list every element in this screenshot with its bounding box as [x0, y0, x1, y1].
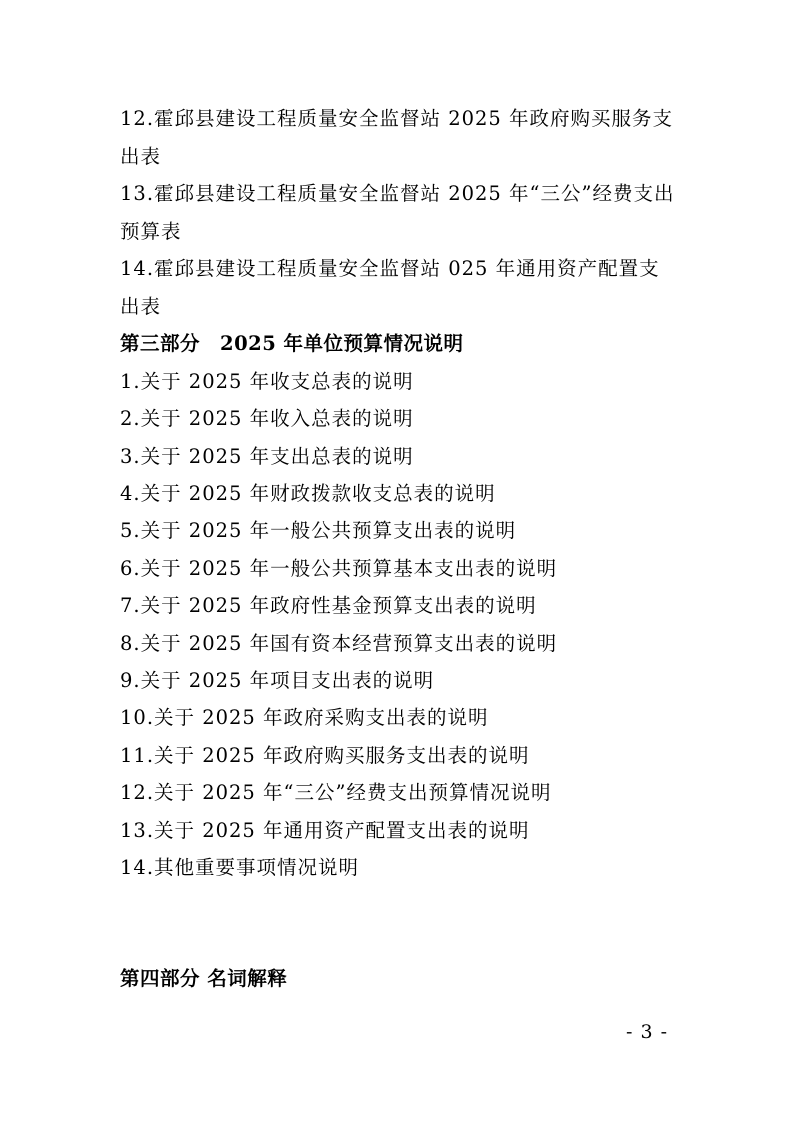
part3-heading: 第三部分 2025 年单位预算情况说明 [120, 332, 464, 355]
toc-item-12-line-2: 出表 [120, 145, 162, 168]
part3-item: 13.关于 2025 年通用资产配置支出表的说明 [120, 819, 530, 842]
part3-item: 2.关于 2025 年收入总表的说明 [120, 407, 414, 430]
part3-item: 1.关于 2025 年收支总表的说明 [120, 370, 414, 393]
part3-item: 3.关于 2025 年支出总表的说明 [120, 445, 414, 468]
toc-item-13-line-2: 预算表 [120, 220, 182, 243]
part3-item: 12.关于 2025 年“三公”经费支出预算情况说明 [120, 781, 552, 804]
part3-item: 10.关于 2025 年政府采购支出表的说明 [120, 706, 489, 729]
toc-item-14-line-2: 出表 [120, 295, 162, 318]
part3-item: 8.关于 2025 年国有资本经营预算支出表的说明 [120, 632, 558, 655]
toc-item-13-line-1: 13.霍邱县建设工程质量安全监督站 2025 年“三公”经费支出 [120, 182, 675, 205]
toc-item-14-line-1: 14.霍邱县建设工程质量安全监督站 025 年通用资产配置支 [120, 257, 660, 280]
part3-item: 9.关于 2025 年项目支出表的说明 [120, 669, 435, 692]
part3-item: 5.关于 2025 年一般公共预算支出表的说明 [120, 519, 517, 542]
part3-item: 14.其他重要事项情况说明 [120, 856, 360, 879]
part3-item: 7.关于 2025 年政府性基金预算支出表的说明 [120, 594, 537, 617]
toc-item-12-line-1: 12.霍邱县建设工程质量安全监督站 2025 年政府购买服务支 [120, 107, 674, 130]
part4-heading: 第四部分 名词解释 [120, 967, 288, 990]
page-number: - 3 - [626, 1021, 669, 1043]
part3-item: 4.关于 2025 年财政拨款收支总表的说明 [120, 482, 496, 505]
part3-item: 11.关于 2025 年政府购买服务支出表的说明 [120, 744, 530, 767]
part3-item: 6.关于 2025 年一般公共预算基本支出表的说明 [120, 557, 558, 580]
